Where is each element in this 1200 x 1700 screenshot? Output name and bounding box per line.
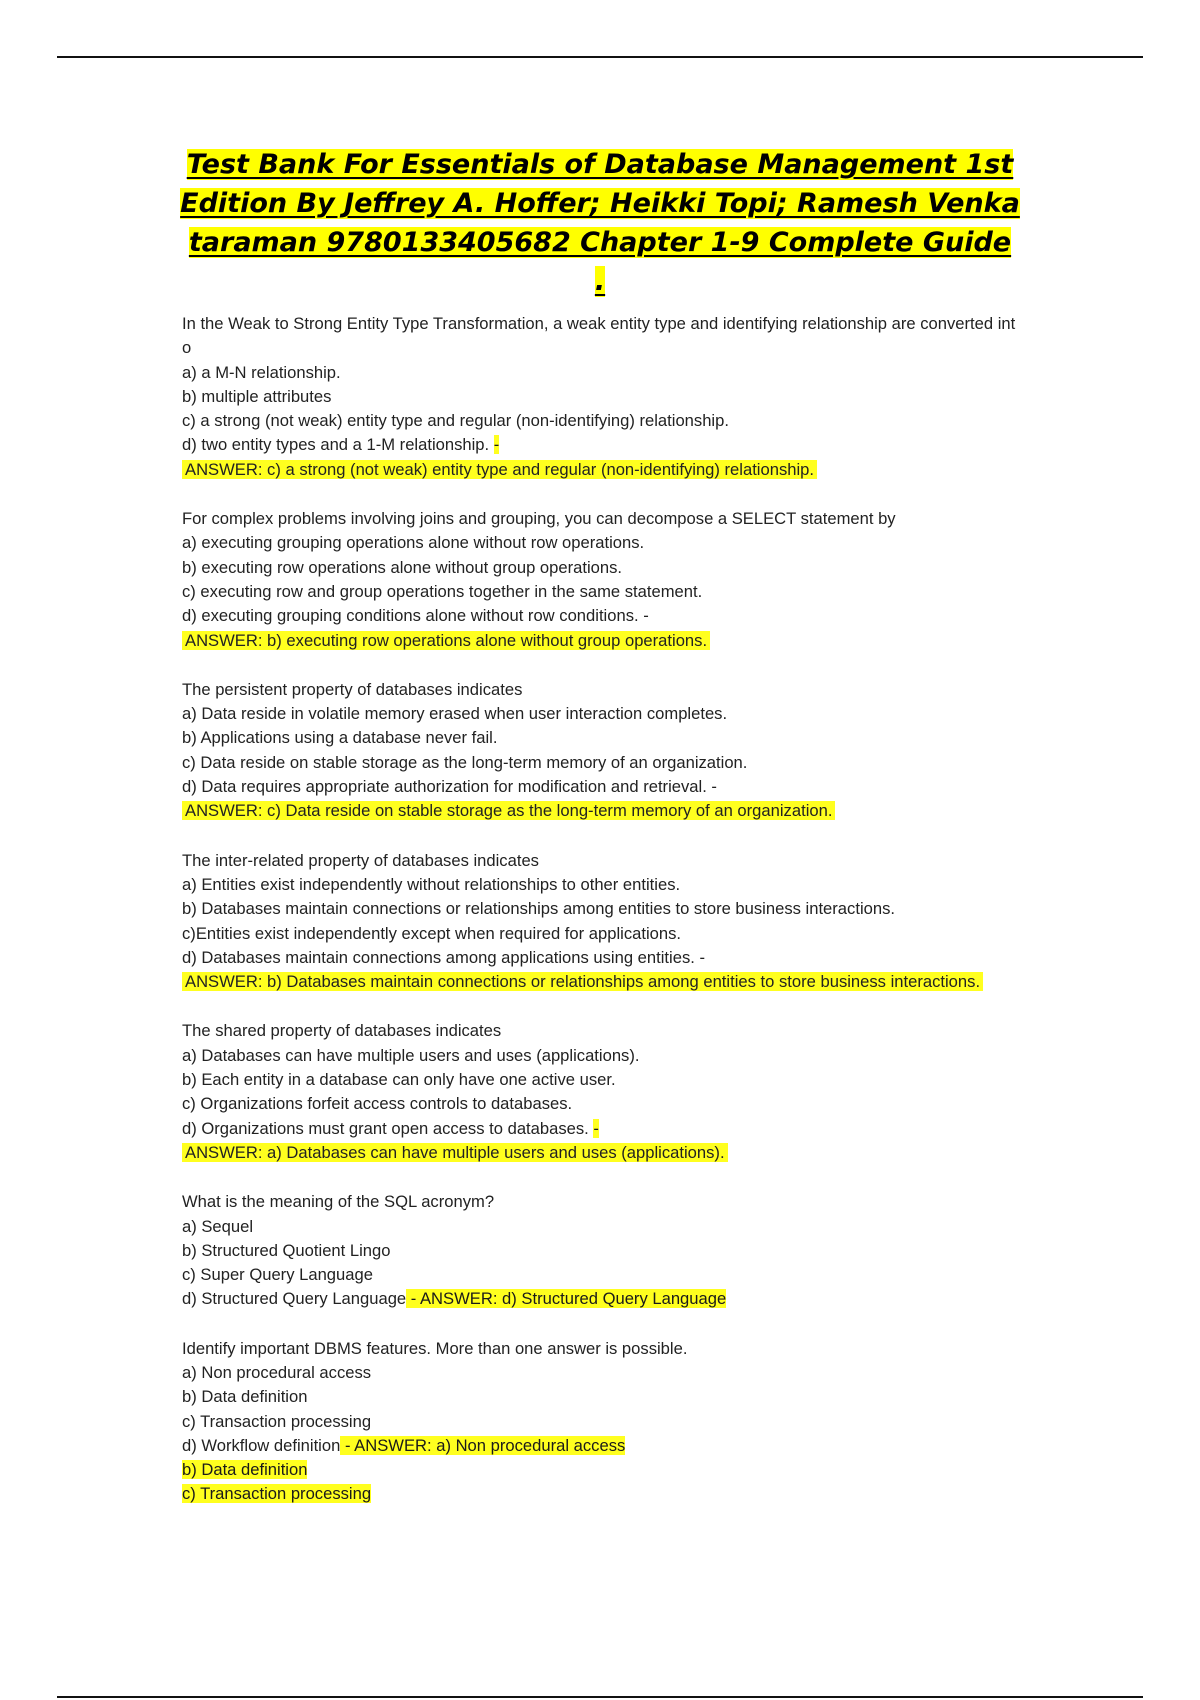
option-c: c)Entities exist independently except when required for applications. [182, 923, 682, 943]
option-c: c) Data reside on stable storage as the long-term memory of an organization. [182, 752, 748, 772]
option-d [182, 1117, 1022, 1141]
option-c: c) a strong (not weak) entity type and regular (non-identifying) relationship. [182, 411, 729, 431]
inline-answer: - ANSWER: a) Non procedural access [340, 1435, 626, 1455]
question-stem: For complex problems involving joins and grouping, you can decompose a SELECT statement by [182, 509, 896, 529]
answer-text: ANSWER: b) executing row operations alone without group operations. [182, 631, 710, 650]
option-d [182, 1434, 1022, 1458]
question-2 [182, 507, 1022, 653]
option-d-text: d) two entity types and a 1-M relationship. [182, 435, 494, 455]
option-c: c) executing row and group operations together in the same statement. [182, 581, 703, 601]
option-a: a) a M-N relationship. [182, 362, 341, 382]
option-a: a) Databases can have multiple users and uses (applications). [182, 1045, 640, 1065]
option-d: d) Data requires appropriate authorization for modification and retrieval. - [182, 777, 717, 797]
question-1 [182, 312, 1022, 482]
option-a: a) Sequel [182, 1216, 254, 1236]
answer-text: ANSWER: c) a strong (not weak) entity type and regular (non-identifying) relationship. [182, 460, 817, 479]
option-b: b) executing row operations alone without group operations. [182, 557, 623, 577]
option-b: b) Each entity in a database can only have one active user. [182, 1070, 616, 1090]
option-b: b) Data definition [182, 1387, 308, 1407]
option-d: d) Databases maintain connections among applications using entities. - [182, 947, 706, 967]
option-d: d) executing grouping conditions alone without row conditions. - [182, 606, 649, 626]
question-list [182, 312, 1022, 1532]
option-b: b) Databases maintain connections or relationships among entities to store business interactions. [182, 899, 895, 919]
option-b: b) Applications using a database never fail. [182, 728, 498, 748]
extra-answer-b: b) Data definition [182, 1460, 308, 1480]
question-5 [182, 1019, 1022, 1165]
answer-text: ANSWER: b) Databases maintain connections or relationships among entities to store business interactions. [182, 972, 983, 991]
question-stem: What is the meaning of the SQL acronym? [182, 1192, 495, 1212]
answer-text: ANSWER: a) Databases can have multiple users and uses (applications). [182, 1143, 728, 1162]
answer-dash: - [493, 435, 500, 455]
option-a: a) Non procedural access [182, 1362, 372, 1382]
question-stem: The persistent property of databases indicates [182, 679, 523, 699]
title-text: Test Bank For Essentials of Database Management 1st Edition By Jeffrey A. Hoffer; Heikki Topi; Ramesh Venkataraman 9780133405682 Chapter 1-9 Complete Guide . [180, 149, 1020, 297]
option-c: c) Transaction processing [182, 1411, 372, 1431]
option-d [182, 1287, 1022, 1311]
option-d-text: d) Structured Query Language [182, 1289, 407, 1309]
question-6 [182, 1190, 1022, 1311]
option-b: b) Structured Quotient Lingo [182, 1240, 391, 1260]
question-stem: The shared property of databases indicates [182, 1021, 502, 1041]
option-b: b) multiple attributes [182, 386, 332, 406]
question-stem: Identify important DBMS features. More than one answer is possible. [182, 1338, 688, 1358]
option-d [182, 433, 1022, 457]
extra-answer-c: c) Transaction processing [182, 1484, 372, 1504]
option-c: c) Organizations forfeit access controls to databases. [182, 1094, 573, 1114]
option-c: c) Super Query Language [182, 1265, 373, 1285]
bottom-rule [57, 1696, 1143, 1698]
option-d-text: d) Workflow definition [182, 1435, 341, 1455]
question-4 [182, 849, 1022, 995]
document-title [180, 145, 1020, 301]
option-d-text: d) Organizations must grant open access to databases. [182, 1118, 594, 1138]
answer-dash: - [593, 1118, 599, 1138]
question-7 [182, 1337, 1022, 1507]
question-stem: In the Weak to Strong Entity Type Transformation, a weak entity type and identifying relationship are converted into [182, 314, 1016, 358]
answer-text: ANSWER: c) Data reside on stable storage as the long-term memory of an organization. [182, 801, 835, 820]
option-a: a) Data reside in volatile memory erased when user interaction completes. [182, 704, 728, 724]
question-stem: The inter-related property of databases indicates [182, 850, 539, 870]
question-3 [182, 678, 1022, 824]
option-a: a) Entities exist independently without relationships to other entities. [182, 874, 681, 894]
top-rule [57, 56, 1143, 58]
option-a: a) executing grouping operations alone without row operations. [182, 533, 645, 553]
inline-answer: - ANSWER: d) Structured Query Language [406, 1289, 727, 1309]
